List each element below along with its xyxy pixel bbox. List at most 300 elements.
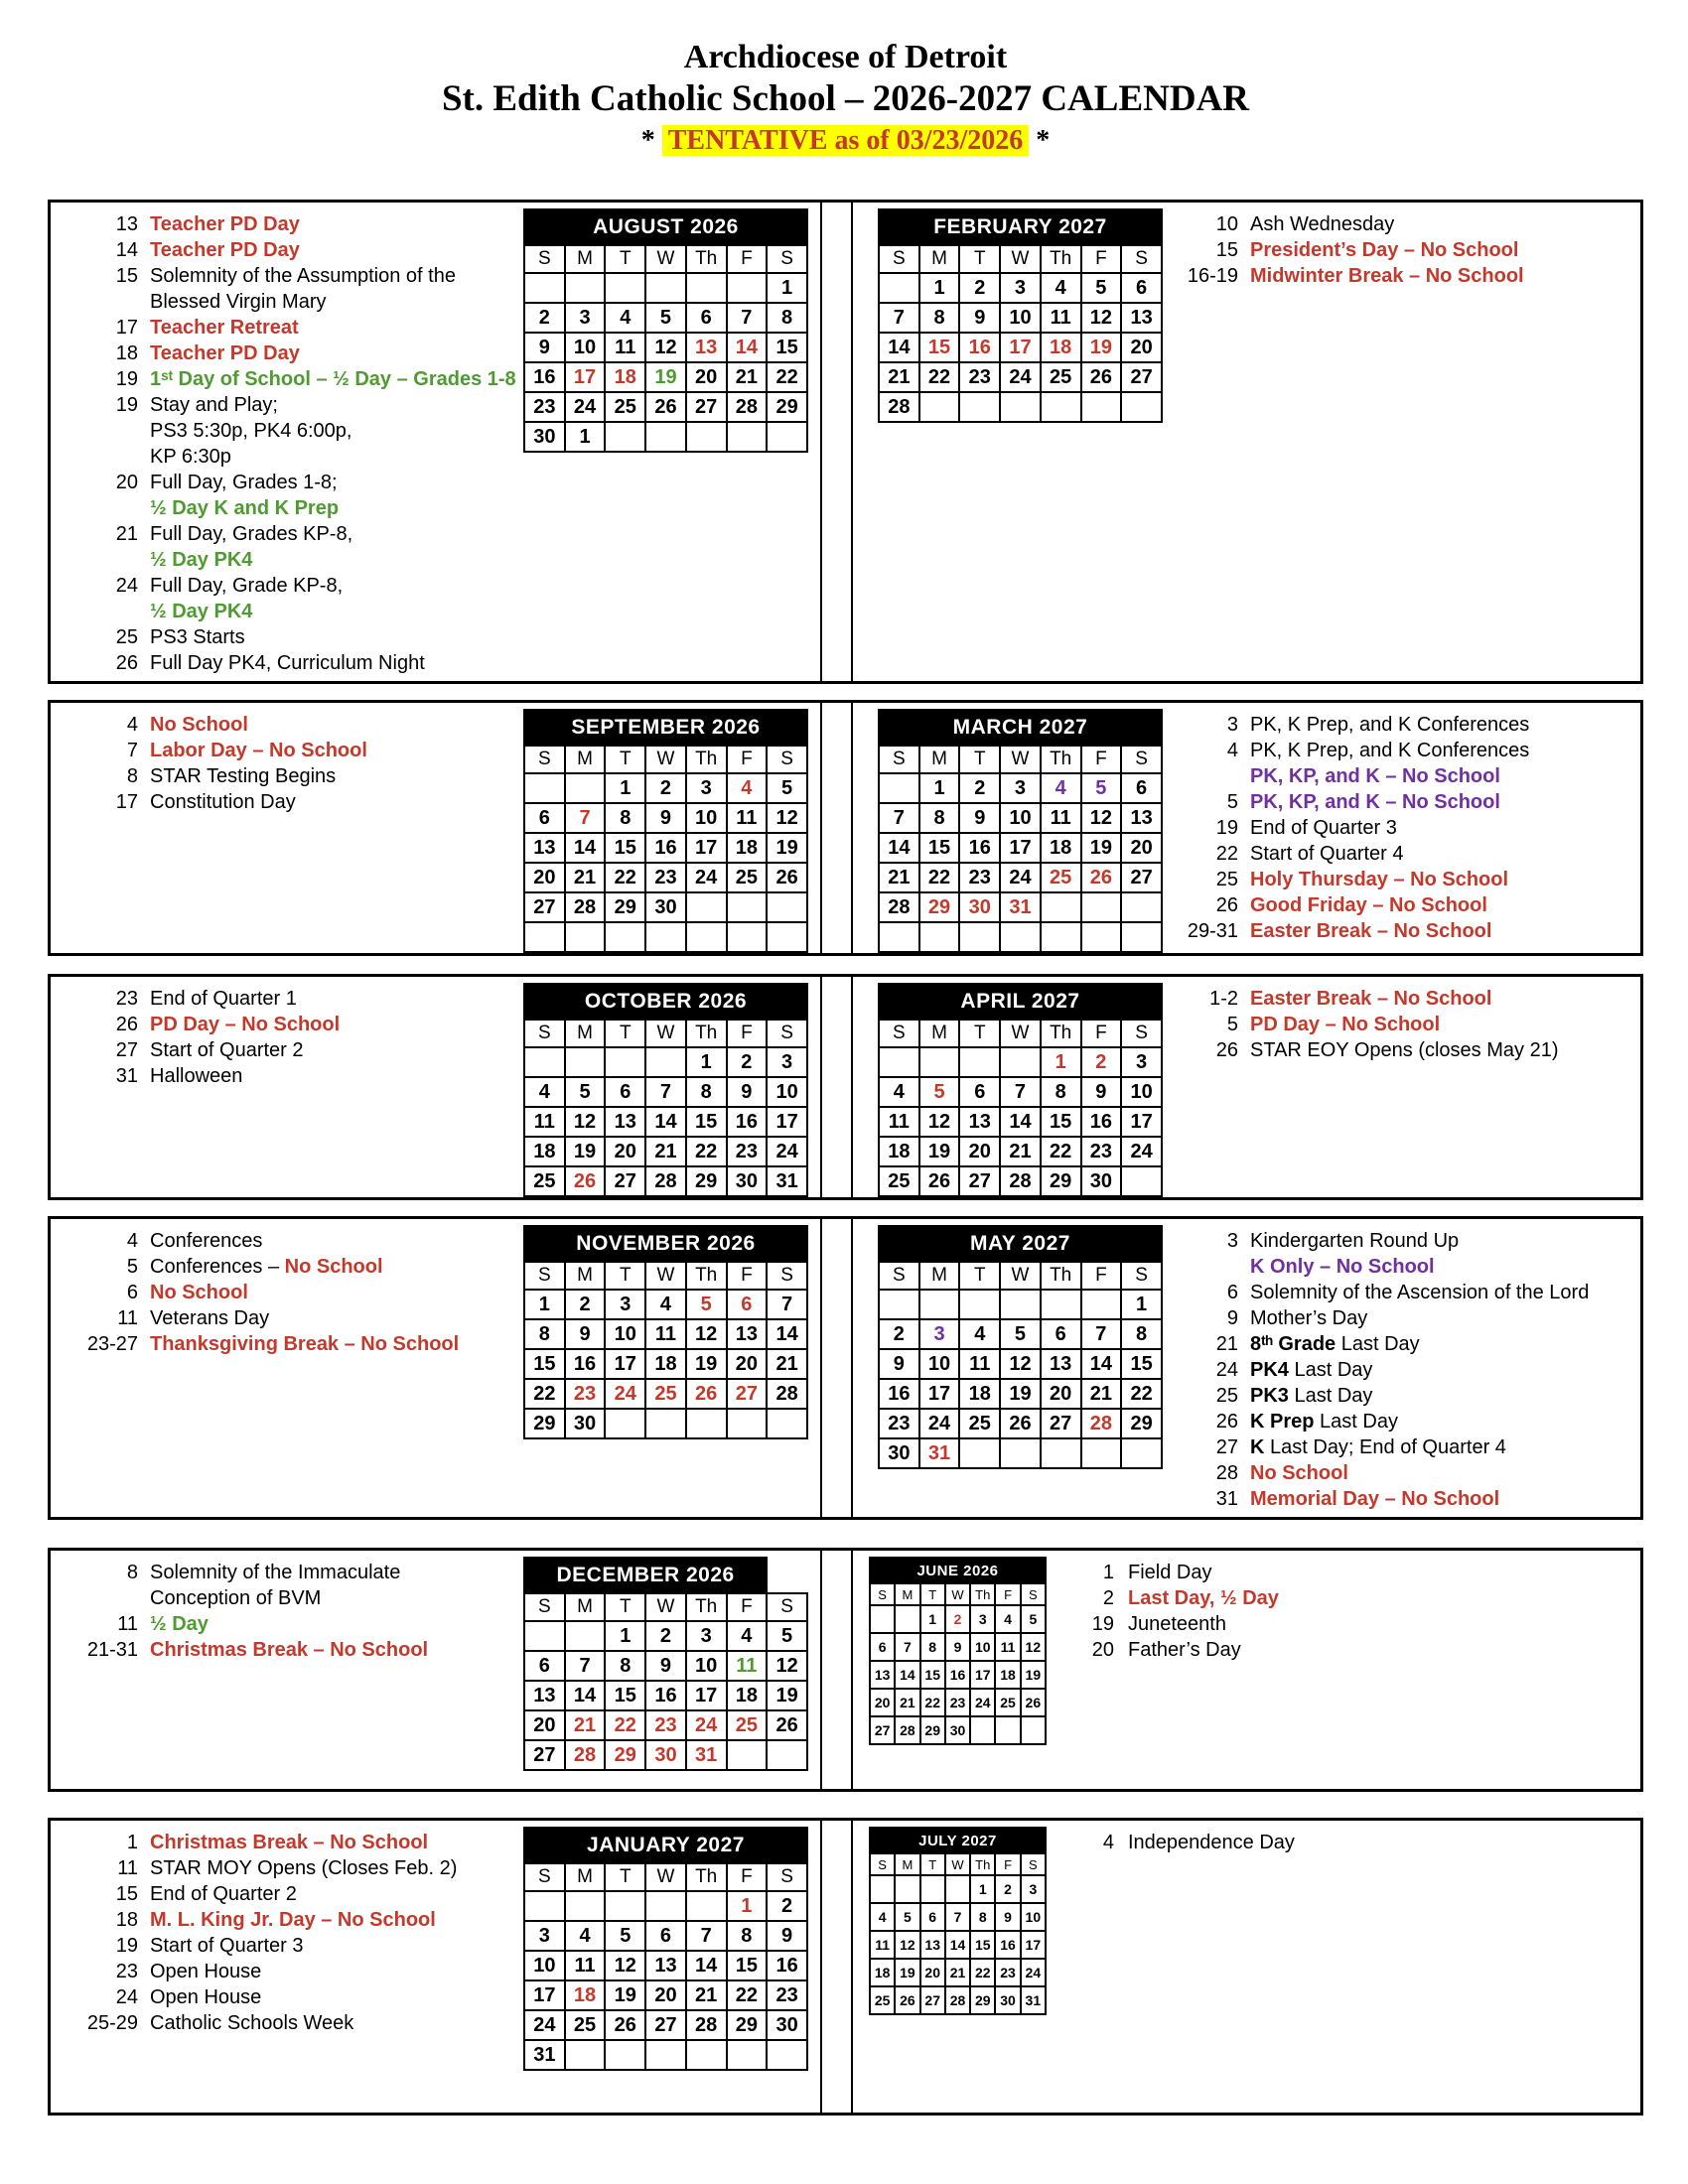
date-cell <box>920 1875 945 1903</box>
month-row-6 <box>48 1818 1643 2116</box>
week-row <box>524 1891 807 1921</box>
date-cell: 8 <box>727 1921 768 1951</box>
note-line <box>51 1830 523 1855</box>
week-row <box>879 1349 1162 1379</box>
week-row <box>524 273 807 303</box>
date-cell: 11 <box>727 1651 768 1681</box>
note-segment: PK, KP, and K – No School <box>1250 791 1500 813</box>
calendar-february-2027 <box>878 208 1163 423</box>
calendar-title-row <box>879 984 1162 1020</box>
date-cell: 15 <box>767 333 807 362</box>
day-header-cell: W <box>645 746 686 773</box>
date-cell: 18 <box>959 1379 1000 1409</box>
week-row <box>524 1951 807 1980</box>
column-divider <box>820 977 853 1197</box>
date-cell: 16 <box>565 1349 606 1379</box>
calendar-title-row <box>879 1226 1162 1262</box>
note-text <box>150 495 523 521</box>
date-cell: 5 <box>565 1077 606 1107</box>
calendar-may-2027 <box>878 1225 1163 1469</box>
date-cell: 15 <box>605 1681 645 1710</box>
date-cell: 28 <box>727 392 768 422</box>
date-cell <box>1000 922 1041 952</box>
date-cell: 25 <box>727 863 768 892</box>
note-segment: Conferences <box>150 1230 263 1252</box>
note-text <box>150 738 523 763</box>
date-cell: 16 <box>727 1107 768 1137</box>
date-cell: 16 <box>524 362 565 392</box>
date-cell: 25 <box>1041 863 1081 892</box>
day-header-cell: M <box>919 746 960 773</box>
note-text <box>150 237 523 263</box>
date-cell: 1 <box>970 1875 995 1903</box>
note-line <box>1175 1254 1640 1280</box>
note-date: 1-2 <box>1209 988 1238 1010</box>
day-header-cell: S <box>870 1583 895 1605</box>
date-cell: 11 <box>645 1319 686 1349</box>
note-date: 19 <box>115 1935 138 1957</box>
date-cell: 12 <box>565 1107 606 1137</box>
day-header-cell: W <box>945 1853 970 1875</box>
date-cell: 25 <box>565 2010 606 2040</box>
note-segment: Ash Wednesday <box>1250 213 1395 235</box>
note-date: 23 <box>115 1961 138 1982</box>
date-cell: 24 <box>686 863 727 892</box>
date-cell: 27 <box>524 1740 565 1770</box>
date-cell: 27 <box>605 1166 645 1196</box>
date-cell: 6 <box>524 803 565 833</box>
date-cell: 1 <box>565 422 606 452</box>
calendar-slot-left <box>523 1821 808 2071</box>
date-cell: 8 <box>524 1319 565 1349</box>
note-date <box>1175 763 1238 789</box>
note-line <box>51 547 523 573</box>
date-cell: 19 <box>767 1681 807 1710</box>
date-cell: 18 <box>727 1681 768 1710</box>
right-notes <box>1047 1551 1640 1663</box>
note-segment: Last Day <box>1288 1385 1373 1407</box>
note-line <box>1175 738 1640 763</box>
week-row <box>870 1986 1046 2014</box>
note-segment: Start of Quarter 4 <box>1250 843 1404 865</box>
date-cell: 1 <box>605 1621 645 1651</box>
day-header-cell: T <box>605 1020 645 1047</box>
date-cell: 27 <box>524 892 565 922</box>
week-row <box>870 1605 1046 1633</box>
date-cell: 14 <box>767 1319 807 1349</box>
note-date: 4 <box>126 714 138 736</box>
date-cell: 14 <box>565 1681 606 1710</box>
note-date: 23-27 <box>86 1333 138 1355</box>
date-cell: 9 <box>645 1651 686 1681</box>
note-date: 22 <box>1215 843 1238 865</box>
date-cell: 30 <box>879 1438 919 1468</box>
date-cell <box>1081 392 1122 422</box>
note-date: 26 <box>1215 1039 1238 1061</box>
note-text <box>150 547 523 573</box>
note-text <box>150 1585 523 1611</box>
note-segment: Last Day <box>1288 1359 1373 1381</box>
week-row <box>870 1875 1046 1903</box>
date-cell: 28 <box>1000 1166 1041 1196</box>
note-segment: ½ Day PK4 <box>150 549 253 571</box>
calendar-july-2027 <box>869 1827 1047 2015</box>
note-segment: Solemnity of the Assumption of the <box>150 265 456 287</box>
week-row <box>524 1921 807 1951</box>
note-date: 25-29 <box>86 2012 138 2034</box>
date-cell: 21 <box>1000 1137 1041 1166</box>
note-line <box>1175 1486 1640 1512</box>
date-cell: 11 <box>879 1107 919 1137</box>
date-cell: 17 <box>1121 1107 1162 1137</box>
note-segment: Last Day; End of Quarter 4 <box>1264 1436 1506 1458</box>
note-text <box>1250 1486 1640 1512</box>
date-cell: 4 <box>959 1319 1000 1349</box>
date-cell <box>565 922 606 952</box>
date-cell <box>524 1621 565 1651</box>
date-cell: 22 <box>605 863 645 892</box>
note-line <box>51 444 523 470</box>
date-cell: 5 <box>919 1077 960 1107</box>
calendar-title-row <box>524 1828 807 1863</box>
note-date: 26 <box>115 652 138 674</box>
note-segment: Good Friday – No School <box>1250 894 1487 916</box>
note-text <box>1250 263 1640 289</box>
note-segment: No School <box>284 1256 383 1278</box>
date-cell <box>686 922 727 952</box>
calendar-september-2026 <box>523 709 808 953</box>
note-segment: Christmas Break – No School <box>150 1832 429 1853</box>
date-cell: 14 <box>686 1951 727 1980</box>
date-cell: 13 <box>645 1951 686 1980</box>
date-cell: 20 <box>959 1137 1000 1166</box>
note-line <box>1175 1357 1640 1383</box>
note-segment: Field Day <box>1128 1562 1212 1583</box>
note-date <box>51 289 138 315</box>
note-segment: STAR Testing Begins <box>150 765 337 787</box>
date-cell <box>645 1891 686 1921</box>
calendar-title: JULY 2027 <box>870 1828 1046 1853</box>
note-segment: Thanksgiving Break – No School <box>150 1333 460 1355</box>
note-segment: 1ˢᵗ Day of School – ½ Day – Grades 1-8 <box>150 368 516 390</box>
date-cell: 23 <box>767 1980 807 2010</box>
date-cell: 9 <box>727 1077 768 1107</box>
date-cell: 15 <box>970 1931 995 1959</box>
calendar-slot-left <box>523 977 808 1197</box>
date-cell: 26 <box>645 392 686 422</box>
note-segment: ½ Day K and K Prep <box>150 497 340 519</box>
date-cell: 2 <box>524 303 565 333</box>
month-row-2 <box>48 700 1643 956</box>
note-segment: PK4 <box>1250 1359 1289 1381</box>
note-text <box>1250 892 1640 918</box>
date-cell: 23 <box>524 392 565 422</box>
day-header-row <box>524 245 807 273</box>
date-cell <box>686 892 727 922</box>
note-line <box>1175 1305 1640 1331</box>
day-header-cell: W <box>1000 1020 1041 1047</box>
week-row <box>879 1107 1162 1137</box>
note-text <box>1250 1409 1640 1434</box>
date-cell: 3 <box>565 303 606 333</box>
date-cell <box>727 2040 768 2070</box>
date-cell: 22 <box>605 1710 645 1740</box>
date-cell: 16 <box>995 1931 1020 1959</box>
date-cell <box>524 1047 565 1077</box>
note-text <box>150 263 523 289</box>
right-notes <box>1047 1821 1640 1855</box>
note-segment: Easter Break – No School <box>1250 920 1492 942</box>
date-cell: 25 <box>879 1166 919 1196</box>
date-cell: 31 <box>524 2040 565 2070</box>
note-segment: Mother’s Day <box>1250 1307 1368 1329</box>
note-text <box>150 789 523 815</box>
date-cell: 7 <box>565 1651 606 1681</box>
note-date: 13 <box>115 213 138 235</box>
day-header-cell: F <box>727 245 768 273</box>
date-cell: 2 <box>767 1891 807 1921</box>
date-cell: 3 <box>524 1921 565 1951</box>
date-cell: 17 <box>565 362 606 392</box>
note-segment: Constitution Day <box>150 791 296 813</box>
date-cell: 29 <box>727 2010 768 2040</box>
date-cell: 17 <box>605 1349 645 1379</box>
note-segment: 8ᵗʰ Grade <box>1250 1333 1336 1355</box>
date-cell <box>605 1891 645 1921</box>
note-date: 31 <box>115 1065 138 1087</box>
note-date: 11 <box>117 1307 138 1329</box>
date-cell: 30 <box>995 1986 1020 2014</box>
note-line <box>1175 918 1640 944</box>
date-cell: 3 <box>970 1605 995 1633</box>
date-cell: 7 <box>565 803 606 833</box>
day-header-cell: S <box>879 746 919 773</box>
date-cell: 15 <box>727 1951 768 1980</box>
date-cell: 10 <box>524 1951 565 1980</box>
date-cell: 12 <box>767 803 807 833</box>
date-cell: 28 <box>895 1716 919 1744</box>
week-row <box>524 773 807 803</box>
calendar-title: OCTOBER 2026 <box>524 984 807 1020</box>
note-date: 19 <box>115 368 138 390</box>
note-text <box>1128 1585 1640 1611</box>
note-text <box>150 1637 523 1663</box>
date-cell: 6 <box>1121 773 1162 803</box>
note-segment: Conception of BVM <box>150 1587 322 1609</box>
day-header-cell: S <box>870 1853 895 1875</box>
note-segment: Full Day, Grade KP-8, <box>150 575 344 597</box>
date-cell: 2 <box>1081 1047 1122 1077</box>
week-row <box>524 2010 807 2040</box>
date-cell: 1 <box>919 773 960 803</box>
note-segment: Blessed Virgin Mary <box>150 291 327 313</box>
note-text <box>150 1228 523 1254</box>
note-segment: ½ Day <box>150 1613 209 1635</box>
date-cell <box>645 1409 686 1438</box>
note-line <box>51 1063 523 1089</box>
day-header-cell: T <box>605 746 645 773</box>
note-line <box>51 1305 523 1331</box>
date-cell: 22 <box>727 1980 768 2010</box>
note-text <box>150 1560 523 1585</box>
note-segment: Labor Day – No School <box>150 740 367 761</box>
note-segment: KP 6:30p <box>150 446 231 468</box>
date-cell: 5 <box>895 1903 919 1931</box>
date-cell: 21 <box>879 863 919 892</box>
date-cell: 24 <box>1021 1959 1046 1986</box>
note-line <box>51 712 523 738</box>
date-cell <box>1121 1438 1162 1468</box>
date-cell <box>1021 1716 1046 1744</box>
date-cell: 21 <box>1081 1379 1122 1409</box>
date-cell: 6 <box>645 1921 686 1951</box>
date-cell: 23 <box>879 1409 919 1438</box>
calendar-slot-left <box>523 1551 808 1771</box>
date-cell: 28 <box>565 1740 606 1770</box>
note-date: 17 <box>115 317 138 339</box>
note-date: 26 <box>115 1014 138 1035</box>
note-segment: No School <box>1250 1462 1348 1484</box>
date-cell: 20 <box>645 1980 686 2010</box>
tentative-highlight: TENTATIVE as of 03/23/2026 <box>662 125 1030 156</box>
date-cell: 21 <box>879 362 919 392</box>
note-text <box>1250 1434 1640 1460</box>
date-cell <box>1121 1166 1162 1196</box>
note-line <box>1175 1434 1640 1460</box>
note-text <box>1250 712 1640 738</box>
date-cell: 26 <box>1021 1689 1046 1716</box>
week-row <box>879 1409 1162 1438</box>
date-cell: 29 <box>970 1986 995 2014</box>
date-cell: 8 <box>919 803 960 833</box>
date-cell: 10 <box>1000 803 1041 833</box>
day-header-cell: W <box>945 1583 970 1605</box>
day-header-cell: T <box>959 1262 1000 1290</box>
note-segment: Christmas Break – No School <box>150 1639 429 1661</box>
date-cell: 1 <box>767 273 807 303</box>
day-header-cell: S <box>879 1020 919 1047</box>
note-date: 6 <box>1226 1282 1238 1303</box>
calendar-title: AUGUST 2026 <box>524 209 807 245</box>
calendar-title-row <box>870 1828 1046 1853</box>
calendar-title-row <box>524 984 807 1020</box>
note-segment: Open House <box>150 1986 262 2008</box>
date-cell: 25 <box>524 1166 565 1196</box>
note-text <box>150 1611 523 1637</box>
day-header-cell: W <box>645 245 686 273</box>
date-cell: 14 <box>727 333 768 362</box>
note-date: 19 <box>1091 1613 1114 1635</box>
date-cell: 12 <box>1021 1633 1046 1661</box>
right-notes <box>1163 203 1640 289</box>
note-segment: STAR MOY Opens (Closes Feb. 2) <box>150 1857 458 1879</box>
note-text <box>1250 815 1640 841</box>
note-date: 8 <box>126 765 138 787</box>
date-cell <box>870 1875 895 1903</box>
date-cell: 18 <box>995 1661 1020 1689</box>
note-text <box>150 289 523 315</box>
date-cell: 20 <box>1041 1379 1081 1409</box>
note-text <box>150 1012 523 1037</box>
date-cell: 7 <box>945 1903 970 1931</box>
date-cell: 17 <box>1000 333 1041 362</box>
note-line <box>51 392 523 418</box>
date-cell: 2 <box>879 1319 919 1349</box>
right-notes <box>1163 1219 1640 1512</box>
date-cell: 23 <box>565 1379 606 1409</box>
date-cell: 12 <box>919 1107 960 1137</box>
date-cell <box>970 1716 995 1744</box>
date-cell: 17 <box>1021 1931 1046 1959</box>
day-header-cell: S <box>879 245 919 273</box>
date-cell: 16 <box>645 833 686 863</box>
note-line <box>51 1959 523 1984</box>
note-text <box>1250 237 1640 263</box>
note-text <box>1250 1037 1640 1063</box>
date-cell <box>565 1047 606 1077</box>
date-cell: 15 <box>1121 1349 1162 1379</box>
calendar-title: MARCH 2027 <box>879 710 1162 746</box>
week-row <box>524 1740 807 1770</box>
week-row <box>524 1107 807 1137</box>
date-cell: 28 <box>879 392 919 422</box>
note-segment: Start of Quarter 3 <box>150 1935 304 1957</box>
date-cell <box>1041 392 1081 422</box>
note-date: 20 <box>115 472 138 493</box>
day-header-cell: M <box>919 245 960 273</box>
note-segment: Teacher Retreat <box>150 317 299 339</box>
calendar-august-2026 <box>523 208 808 453</box>
note-segment: Kindergarten Round Up <box>1250 1230 1460 1252</box>
note-line <box>51 1637 523 1663</box>
calendar-march-2027 <box>878 709 1163 953</box>
date-cell <box>767 2040 807 2070</box>
note-line <box>1175 986 1640 1012</box>
week-row <box>524 1349 807 1379</box>
note-line <box>1175 841 1640 867</box>
note-line <box>51 1037 523 1063</box>
date-cell: 20 <box>727 1349 768 1379</box>
note-line <box>51 573 523 599</box>
date-cell: 19 <box>1081 333 1122 362</box>
date-cell: 2 <box>645 773 686 803</box>
date-cell <box>524 273 565 303</box>
calendar-june-2026 <box>869 1557 1047 1745</box>
note-date: 18 <box>115 1909 138 1931</box>
date-cell: 4 <box>727 1621 768 1651</box>
note-segment: No School <box>150 714 248 736</box>
date-cell <box>767 1740 807 1770</box>
date-cell: 5 <box>645 303 686 333</box>
week-row <box>524 1409 807 1438</box>
date-cell <box>727 1409 768 1438</box>
date-cell <box>686 422 727 452</box>
week-row <box>879 1319 1162 1349</box>
note-segment: PK, KP, and K – No School <box>1250 765 1500 787</box>
note-line <box>1175 815 1640 841</box>
date-cell: 28 <box>645 1166 686 1196</box>
date-cell: 16 <box>879 1379 919 1409</box>
date-cell: 11 <box>727 803 768 833</box>
date-cell: 25 <box>870 1986 895 2014</box>
date-cell: 8 <box>1041 1077 1081 1107</box>
note-segment: Last Day <box>1336 1333 1420 1355</box>
date-cell <box>605 2040 645 2070</box>
note-line <box>1175 712 1640 738</box>
date-cell <box>1041 1438 1081 1468</box>
date-cell <box>1121 392 1162 422</box>
date-cell: 17 <box>524 1980 565 2010</box>
